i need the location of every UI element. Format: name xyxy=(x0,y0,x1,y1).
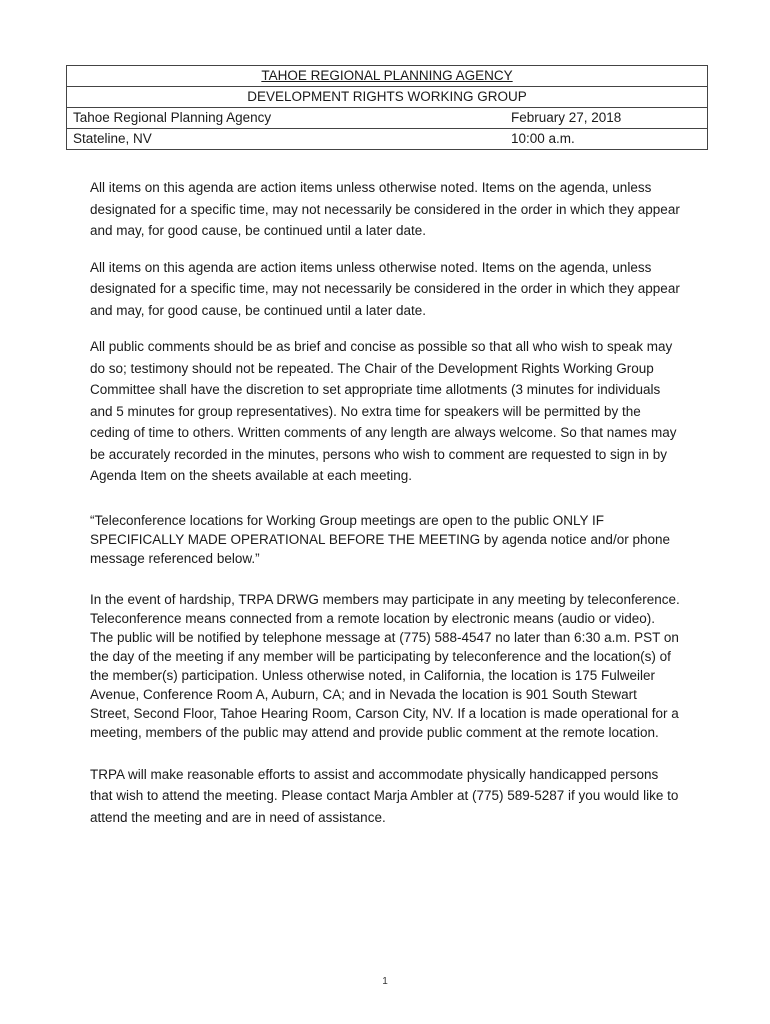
header-row-city xyxy=(67,129,708,150)
agency-title: TAHOE REGIONAL PLANNING AGENCY xyxy=(261,68,513,83)
action-items-paragraph-1: All items on this agenda are action items unless otherwise noted. Items on the agenda, unless designated for a specific time, may not necessarily be considered in the order in which they appear and may, for good cause, be continued until a later date. xyxy=(90,180,680,238)
action-items-paragraph-2: All items on this agenda are action items unless otherwise noted. Items on the agenda, unless designated for a specific time, may not necessarily be considered in the order in which they appear and may, for good cause, be continued until a later date. xyxy=(90,259,680,318)
meeting-city: Stateline, NV xyxy=(73,131,152,146)
public-comments-paragraph: All public comments should be as brief and concise as possible so that all who wish to speak may do so; testimony should not be repeated. The Chair of the Development Rights Working Group Committee shall have the discretion to set appropriate time allotments (3 minutes for individuals and 5 minutes for group representatives). No extra time for speakers will be permitted by the ceding of time to others. Written comments of any length are always welcome. So that names may be accurately recorded in the minutes, persons who wish to comment are requested to sign in by Agenda Item on the sheets available at each meeting. xyxy=(90,339,677,483)
city-time-cell xyxy=(67,129,708,150)
location-date-cell xyxy=(67,108,708,129)
agenda-body xyxy=(90,177,680,843)
group-title: DEVELOPMENT RIGHTS WORKING GROUP xyxy=(67,87,708,108)
meeting-header-table xyxy=(66,65,708,150)
agency-title-cell xyxy=(67,66,708,87)
page-number: 1 xyxy=(382,976,388,987)
meeting-date: February 27, 2018 xyxy=(511,110,622,125)
teleconference-hardship-paragraph: In the event of hardship, TRPA DRWG members may participate in any meeting by teleconference. Teleconference means connected from a remote location by electronic means (audio or video). The public will be notified by telephone message at (775) 588-4547 no later than 6:30 a.m. PST on the day of the meeting if any member will be participating by teleconference and the location(s) of the member(s) participation. Unless otherwise noted, in California, the location is 175 Fulweiler Avenue, Conference Room A, Auburn, CA; and in Nevada the location is 901 South Stewart Street, Second Floor, Tahoe Hearing Room, Carson City, NV. If a location is made operational for a meeting, members of the public may attend and provide public comment at the remote location. xyxy=(90,591,680,740)
header-row-group xyxy=(67,87,708,108)
header-row-location xyxy=(67,108,708,129)
header-row-agency xyxy=(67,66,708,87)
location-name: Tahoe Regional Planning Agency xyxy=(73,110,272,125)
meeting-time: 10:00 a.m. xyxy=(511,131,575,146)
teleconference-notice: “Teleconference locations for Working Group meetings are open to the public ONLY IF SPECIFICALLY MADE OPERATIONAL BEFORE THE MEETING by agenda notice and/or phone message referenced below.” xyxy=(90,512,670,566)
accommodation-paragraph: TRPA will make reasonable efforts to assist and accommodate physically handicapped persons that wish to attend the meeting. Please contact Marja Ambler at (775) 589-5287 if you would like to attend the meeting and are in need of assistance. xyxy=(90,766,679,825)
